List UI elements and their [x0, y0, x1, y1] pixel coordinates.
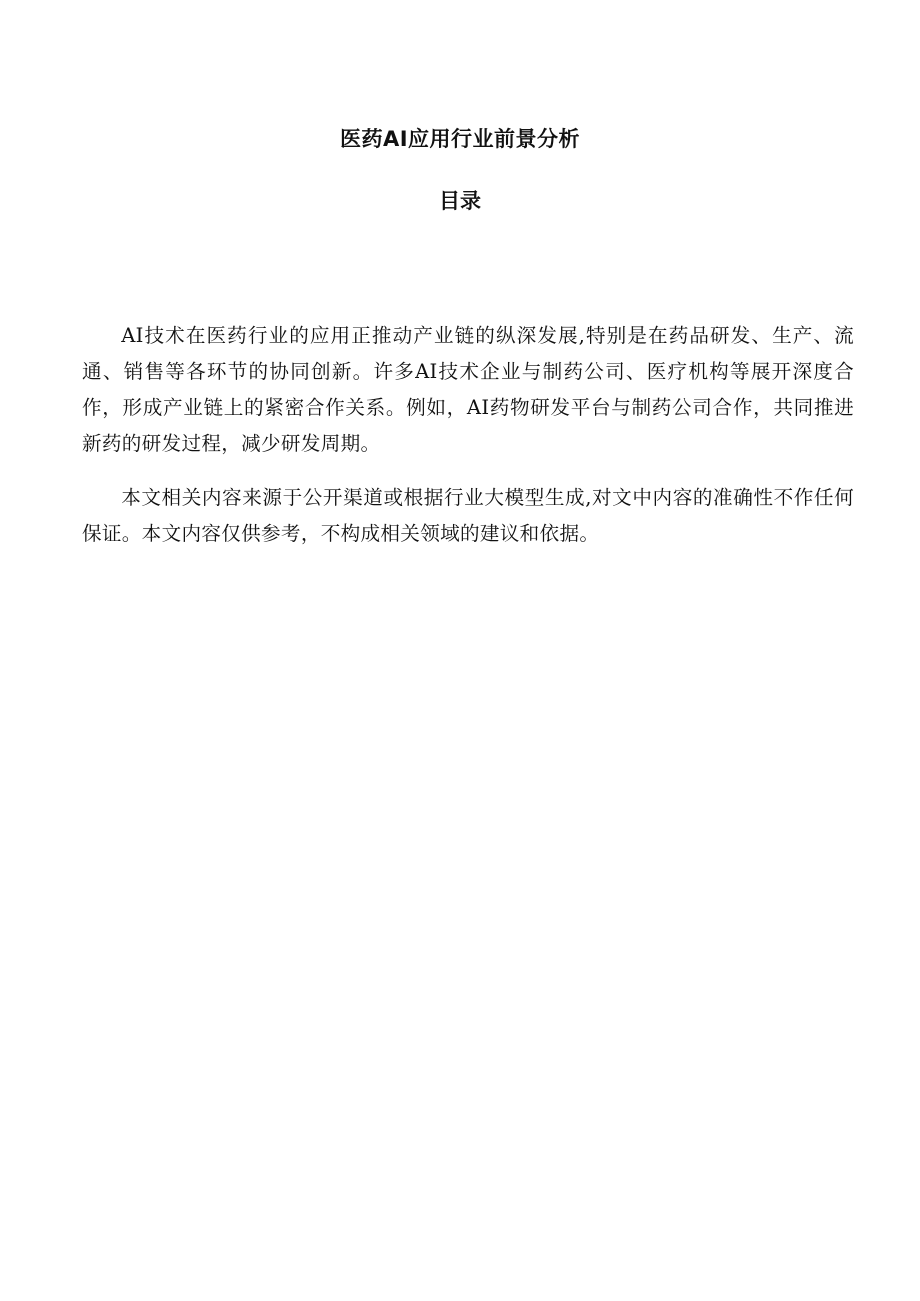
disclaimer-paragraph: 本文相关内容来源于公开渠道或根据行业大模型生成,对文中内容的准确性不作任何保证。本文内容仅供参考，不构成相关领域的建议和依据。 — [82, 486, 854, 545]
intro-paragraph: AI技术在医药行业的应用正推动产业链的纵深发展,特别是在药品研发、生产、流通、销售等各环节的协同创新。许多AI技术企业与制药公司、医疗机构等展开深度合作，形成产业链上的紧密合作关系。例如，AI药物研发平台与制药公司合作，共同推进新药的研发过程，减少研发周期。 — [82, 324, 854, 455]
document-body — [82, 318, 854, 570]
toc-heading: 目录 — [439, 189, 481, 213]
document-title: 医药AI应用行业前景分析 — [339, 127, 581, 151]
